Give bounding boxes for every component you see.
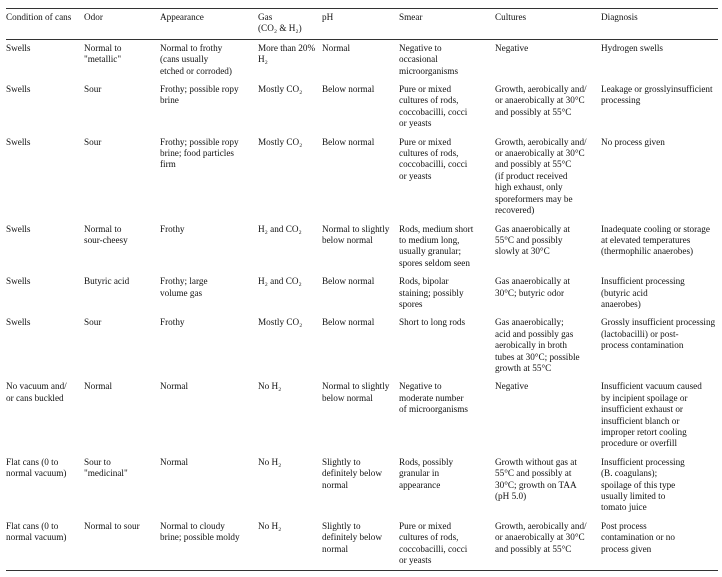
cell-cultures: Negative <box>495 381 529 392</box>
cell-condition: Flat cans (0 to normal vacuum) <box>6 520 67 543</box>
cell-smear: Negative to occasional microorganisms <box>399 42 459 76</box>
cell-gas: H₂ and CO₂ <box>258 223 302 234</box>
cell-odor: Sour <box>84 84 102 95</box>
cell-appearance: Frothy; large volume gas <box>160 276 208 298</box>
cell-smear: Rods, bipolar staining; possibly spores <box>399 276 464 309</box>
cell-appearance: Normal <box>160 456 189 467</box>
table-header-row <box>6 9 718 40</box>
cell-odor: Normal to sour-cheesy <box>84 223 128 245</box>
cell-appearance: Frothy; possible ropy brine; food particles firm <box>160 136 239 170</box>
header-diagnosis: Diagnosis <box>601 12 638 22</box>
cell-odor: Sour <box>84 317 102 328</box>
cell-diagnosis: Insufficient vacuum caused by incipient spoilage or insufficient exhaust or insufficient blanch or improper retort cooling procedure or overfill <box>601 381 702 449</box>
header-condition: Condition of cans <box>6 12 72 22</box>
cell-condition: Swells <box>6 223 31 234</box>
cell-ph: Below normal <box>322 317 375 328</box>
header-gas: Gas (CO₂ & H₂) <box>258 12 302 34</box>
cell-smear: Negative to moderate number of microorganisms <box>399 381 468 415</box>
table-row <box>6 454 718 518</box>
cell-ph: Below normal <box>322 276 375 287</box>
cell-condition: Swells <box>6 42 31 53</box>
cell-odor: Normal <box>84 381 113 392</box>
cell-smear: Pure or mixed cultures of rods, coccobacilli, cocci or yeasts <box>399 520 468 566</box>
cell-ph: Slightly to definitely below normal <box>322 520 382 554</box>
cell-condition: Swells <box>6 276 31 287</box>
cell-gas: Mostly CO₂ <box>258 136 303 147</box>
cell-gas: H₂ and CO₂ <box>258 276 302 287</box>
cell-cultures: Negative <box>495 42 529 53</box>
table-row <box>6 378 718 453</box>
cell-cultures: Gas anaerobically at 30°C; butyric odor <box>495 276 570 298</box>
cell-odor: Sour <box>84 136 102 147</box>
cell-condition: Swells <box>6 317 31 328</box>
cell-appearance: Frothy; possible ropy brine <box>160 84 239 106</box>
cell-odor: Butyric acid <box>84 276 130 287</box>
cell-appearance: Frothy <box>160 317 185 328</box>
table-row <box>6 81 718 134</box>
table-row <box>6 518 718 571</box>
cell-appearance: Normal to frothy (cans usually etched or corroded) <box>160 42 232 76</box>
cell-ph: Below normal <box>322 136 375 147</box>
cell-smear: Pure or mixed cultures of rods, coccobacilli, cocci or yeasts <box>399 136 468 181</box>
table-row <box>6 273 718 314</box>
cell-ph: Slightly to definitely below normal <box>322 456 382 490</box>
cell-diagnosis: Leakage or grosslyinsufficient processing <box>601 84 713 106</box>
cell-diagnosis: Insufficient processing (butyric acid anaerobes) <box>601 276 685 309</box>
cell-gas: Mostly CO₂ <box>258 84 303 95</box>
cell-diagnosis: Post process contamination or no process given <box>601 520 675 554</box>
cell-diagnosis: Inadequate cooling or storage at elevated temperatures (thermophilic anaerobes) <box>601 223 710 257</box>
cell-appearance: Normal <box>160 381 189 392</box>
cell-cultures: Growth, aerobically and/ or anaerobically at 30°C and possibly at 55°C <box>495 84 587 117</box>
cell-diagnosis: Grossly insufficient processing (lactobacilli) or post- process contamination <box>601 317 716 351</box>
cell-smear: Short to long rods <box>399 317 466 328</box>
header-cultures: Cultures <box>495 12 527 22</box>
cell-appearance: Frothy <box>160 223 185 234</box>
cell-smear: Pure or mixed cultures of rods, coccobacilli, cocci or yeasts <box>399 84 468 129</box>
cell-odor: Normal to sour <box>84 520 140 531</box>
cell-ph: Normal to slightly below normal <box>322 223 390 245</box>
cell-cultures: Growth without gas at 55°C and possibly at 30°C; growth on TAA (pH 5.0) <box>495 456 577 502</box>
header-odor: Odor <box>84 12 103 22</box>
cell-condition: No vacuum and/ or cans buckled <box>6 381 67 403</box>
table-row <box>6 314 718 378</box>
cell-ph: Below normal <box>322 84 375 95</box>
cell-diagnosis: Insufficient processing (B. coagulans); spoilage of this type usually limited to tomato juice <box>601 456 685 513</box>
header-ph: pH <box>322 12 334 22</box>
cell-ph: Normal to slightly below normal <box>322 381 390 403</box>
cell-odor: Normal to "metallic" <box>84 42 122 65</box>
cell-diagnosis: No process given <box>601 136 665 147</box>
header-smear: Smear <box>399 12 423 22</box>
cell-odor: Sour to "medicinal" <box>84 456 128 479</box>
cell-gas: More than 20% H₂ <box>258 42 316 65</box>
cell-gas: Mostly CO₂ <box>258 317 303 328</box>
cell-appearance: Normal to cloudy brine; possible moldy <box>160 520 240 543</box>
cell-condition: Swells <box>6 84 31 95</box>
cell-ph: Normal <box>322 42 351 53</box>
cell-gas: No H₂ <box>258 520 282 531</box>
header-appearance: Appearance <box>160 12 204 22</box>
table-row <box>6 39 718 81</box>
cell-gas: No H₂ <box>258 456 282 467</box>
cell-cultures: Growth, aerobically and/ or anaerobically at 30°C and possibly at 55°C (if product received high exhaust, only sporeformers may be recovered) <box>495 136 587 216</box>
cell-cultures: Gas anaerobically; acid and possibly gas aerobically in broth tubes at 30°C; possible growth at 55°C <box>495 317 580 373</box>
cell-gas: No H₂ <box>258 381 282 392</box>
table-row <box>6 221 718 274</box>
cell-diagnosis: Hydrogen swells <box>601 42 664 53</box>
cell-smear: Rods, possibly granular in appearance <box>399 456 454 490</box>
spoilage-diagnosis-table <box>6 8 718 571</box>
cell-condition: Swells <box>6 136 31 147</box>
table-row <box>6 134 718 221</box>
cell-cultures: Gas anaerobically at 55°C and possibly slowly at 30°C <box>495 223 570 257</box>
cell-smear: Rods, medium short to medium long, usually granular; spores seldom seen <box>399 223 474 268</box>
cell-condition: Flat cans (0 to normal vacuum) <box>6 456 67 479</box>
cell-cultures: Growth, aerobically and/ or anaerobically at 30°C and possibly at 55°C <box>495 520 587 554</box>
